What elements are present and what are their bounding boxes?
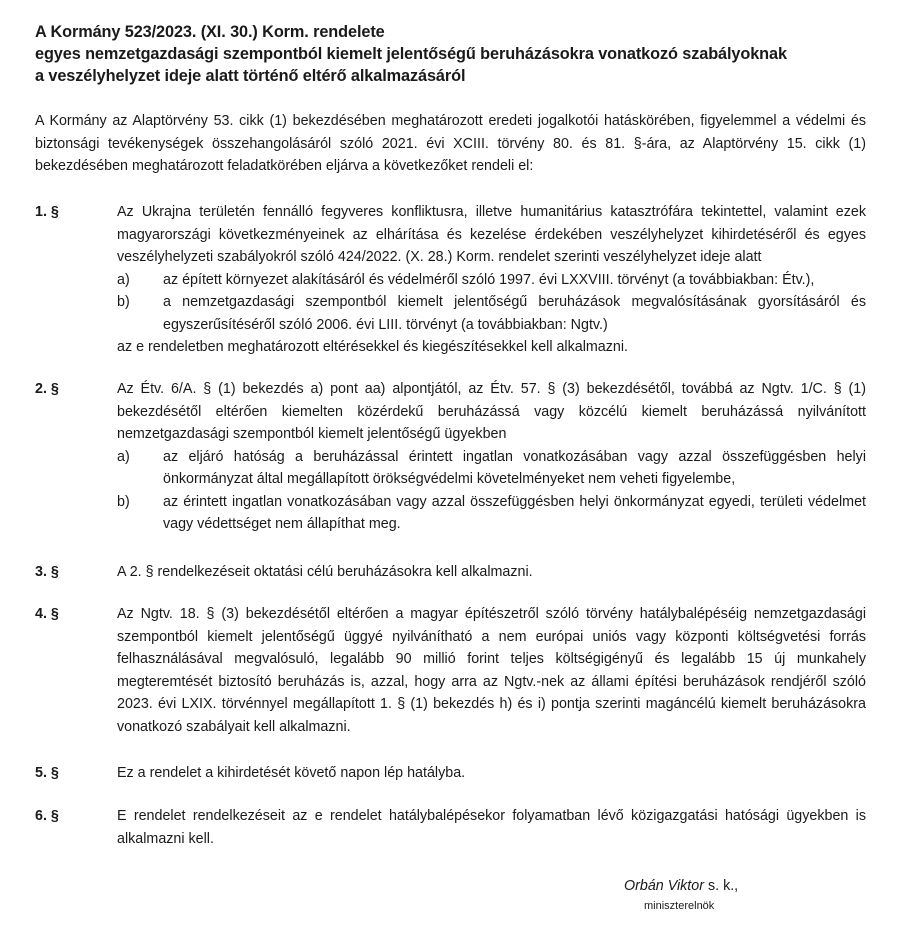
section-text: Az Étv. 6/A. § (1) bekezdés a) pont aa) alpontjától, az Étv. 57. § (3) bekezdésétől, továbbá az Ngtv. 1/C. § (1) bekezdésétől eltérően kiemelten közérdekű beruházássá vagy közcélú kiemelt beruházássá nyilvánított nemzetgazdasági szempontból kiemelt jelentőségű ügyekben [117,381,866,442]
list-item-letter: a) [117,448,130,465]
document-title [35,21,875,87]
list-item [117,446,866,491]
list-item-text: a nemzetgazdasági szempontból kiemelt jelentőségű beruházások megvalósításának gyorsításáról és egyszerűsítéséről szóló 2006. évi LIII. törvényt (a továbbiakban: Ngtv.) [163,294,866,333]
section-number: 4. § [35,606,59,622]
section-number: 5. § [35,765,59,781]
list-item-text: az érintett ingatlan vonatkozásában vagy azzal összefüggésben helyi önkormányzat egyedi, területi védelmet vagy védettséget nem állapíthat meg. [163,493,866,532]
section-2 [35,378,866,536]
list-item [117,291,866,336]
list-item-text: az épített környezet alakításáról és védelméről szóló 1997. évi LXXVIII. törvényt (a továbbiakban: Étv.), [163,271,815,288]
section-3 [35,561,866,584]
signatory-name: Orbán Viktor [624,878,704,894]
section-4 [35,603,866,738]
list-item-letter: b) [117,294,130,310]
signature-block [600,876,800,914]
section-number: 1. § [35,204,59,220]
section-6 [35,805,866,850]
signatory-role: miniszterelnök [644,900,715,912]
section-number: 2. § [35,381,59,397]
section-closing-text: az e rendeletben meghatározott eltérésekkel és kiegészítésekkel kell alkalmazni. [117,339,628,355]
section-text: A 2. § rendelkezéseit oktatási célú beruházásokra kell alkalmazni. [117,564,533,580]
list-item-text: az eljáró hatóság a beruházással érintett ingatlan vonatkozásában vagy azzal összefüggésben helyi önkormányzat által megállapított örökségvédelmi követelményeket nem veheti figyelembe, [163,448,866,487]
section-5 [35,762,866,785]
section-1 [35,201,866,359]
list-item-letter: a) [117,271,130,288]
title-line-3: a veszélyhelyzet ideje alatt történő eltérő alkalmazásáról [35,67,466,85]
list-item [117,491,866,536]
section-text: Ez a rendelet a kihirdetését követő napon lép hatályba. [117,765,466,781]
list-item [117,269,866,292]
title-line-1: A Kormány 523/2023. (XI. 30.) Korm. rendelete [35,23,385,41]
preamble: A Kormány az Alaptörvény 53. cikk (1) bekezdésében meghatározott eredeti jogalkotói hatáskörében, figyelemmel a védelmi és biztonsági tevékenységek összehangolásáról szóló 2021. évi XCIII. törvény 80. és 81. §-ára, az Alaptörvény 15. cikk (1) bekezdésében meghatározott feladatkörében eljárva a következőket rendeli el: [35,113,866,174]
section-number: 6. § [35,808,59,824]
section-number: 3. § [35,564,59,580]
section-text: Az Ngtv. 18. § (3) bekezdésétől eltérően a magyar építészetről szóló törvény hatálybalépéséig nemzetgazdasági szempontból kiemelt jelentőségű üggyé nyilvánítható a nem európai uniós vagy központi költségvetési forrás felhasználásával megvalósuló, legalább 90 millió forint teljes költségigényű és legalább 15 új munkahely megteremtését biztosító beruházás is, azzal, hogy arra az Ngtv.-nek az állami építési beruházások rendjéről szóló 2023. évi LXIX. törvénnyel megállapított 1. § (1) bekezdés h) és i) pontja szerinti magáncélú kiemelt beruházásokra vonatkozó szabályait kell alkalmazni. [117,606,866,735]
list-item-letter: b) [117,493,130,510]
section-text: Az Ukrajna területén fennálló fegyveres konfliktusra, illetve humanitárius katasztrófára tekintettel, valamint ezek magyarországi következményeinek az elhárítása és kezelése érdekében veszélyhelyzet kihirdetéséről és egyes veszélyhelyzeti szabályokról szóló 424/2022. (X. 28.) Korm. rendelet szerinti veszélyhelyzet ideje alatt [117,204,866,265]
section-text: E rendelet rendelkezéseit az e rendelet hatálybalépésekor folyamatban lévő közigazgatási hatósági ügyekben is alkalmazni kell. [117,808,866,847]
title-line-2: egyes nemzetgazdasági szempontból kiemelt jelentőségű beruházásokra vonatkozó szabályoknak [35,45,787,63]
signature-suffix: s. k., [704,878,739,894]
